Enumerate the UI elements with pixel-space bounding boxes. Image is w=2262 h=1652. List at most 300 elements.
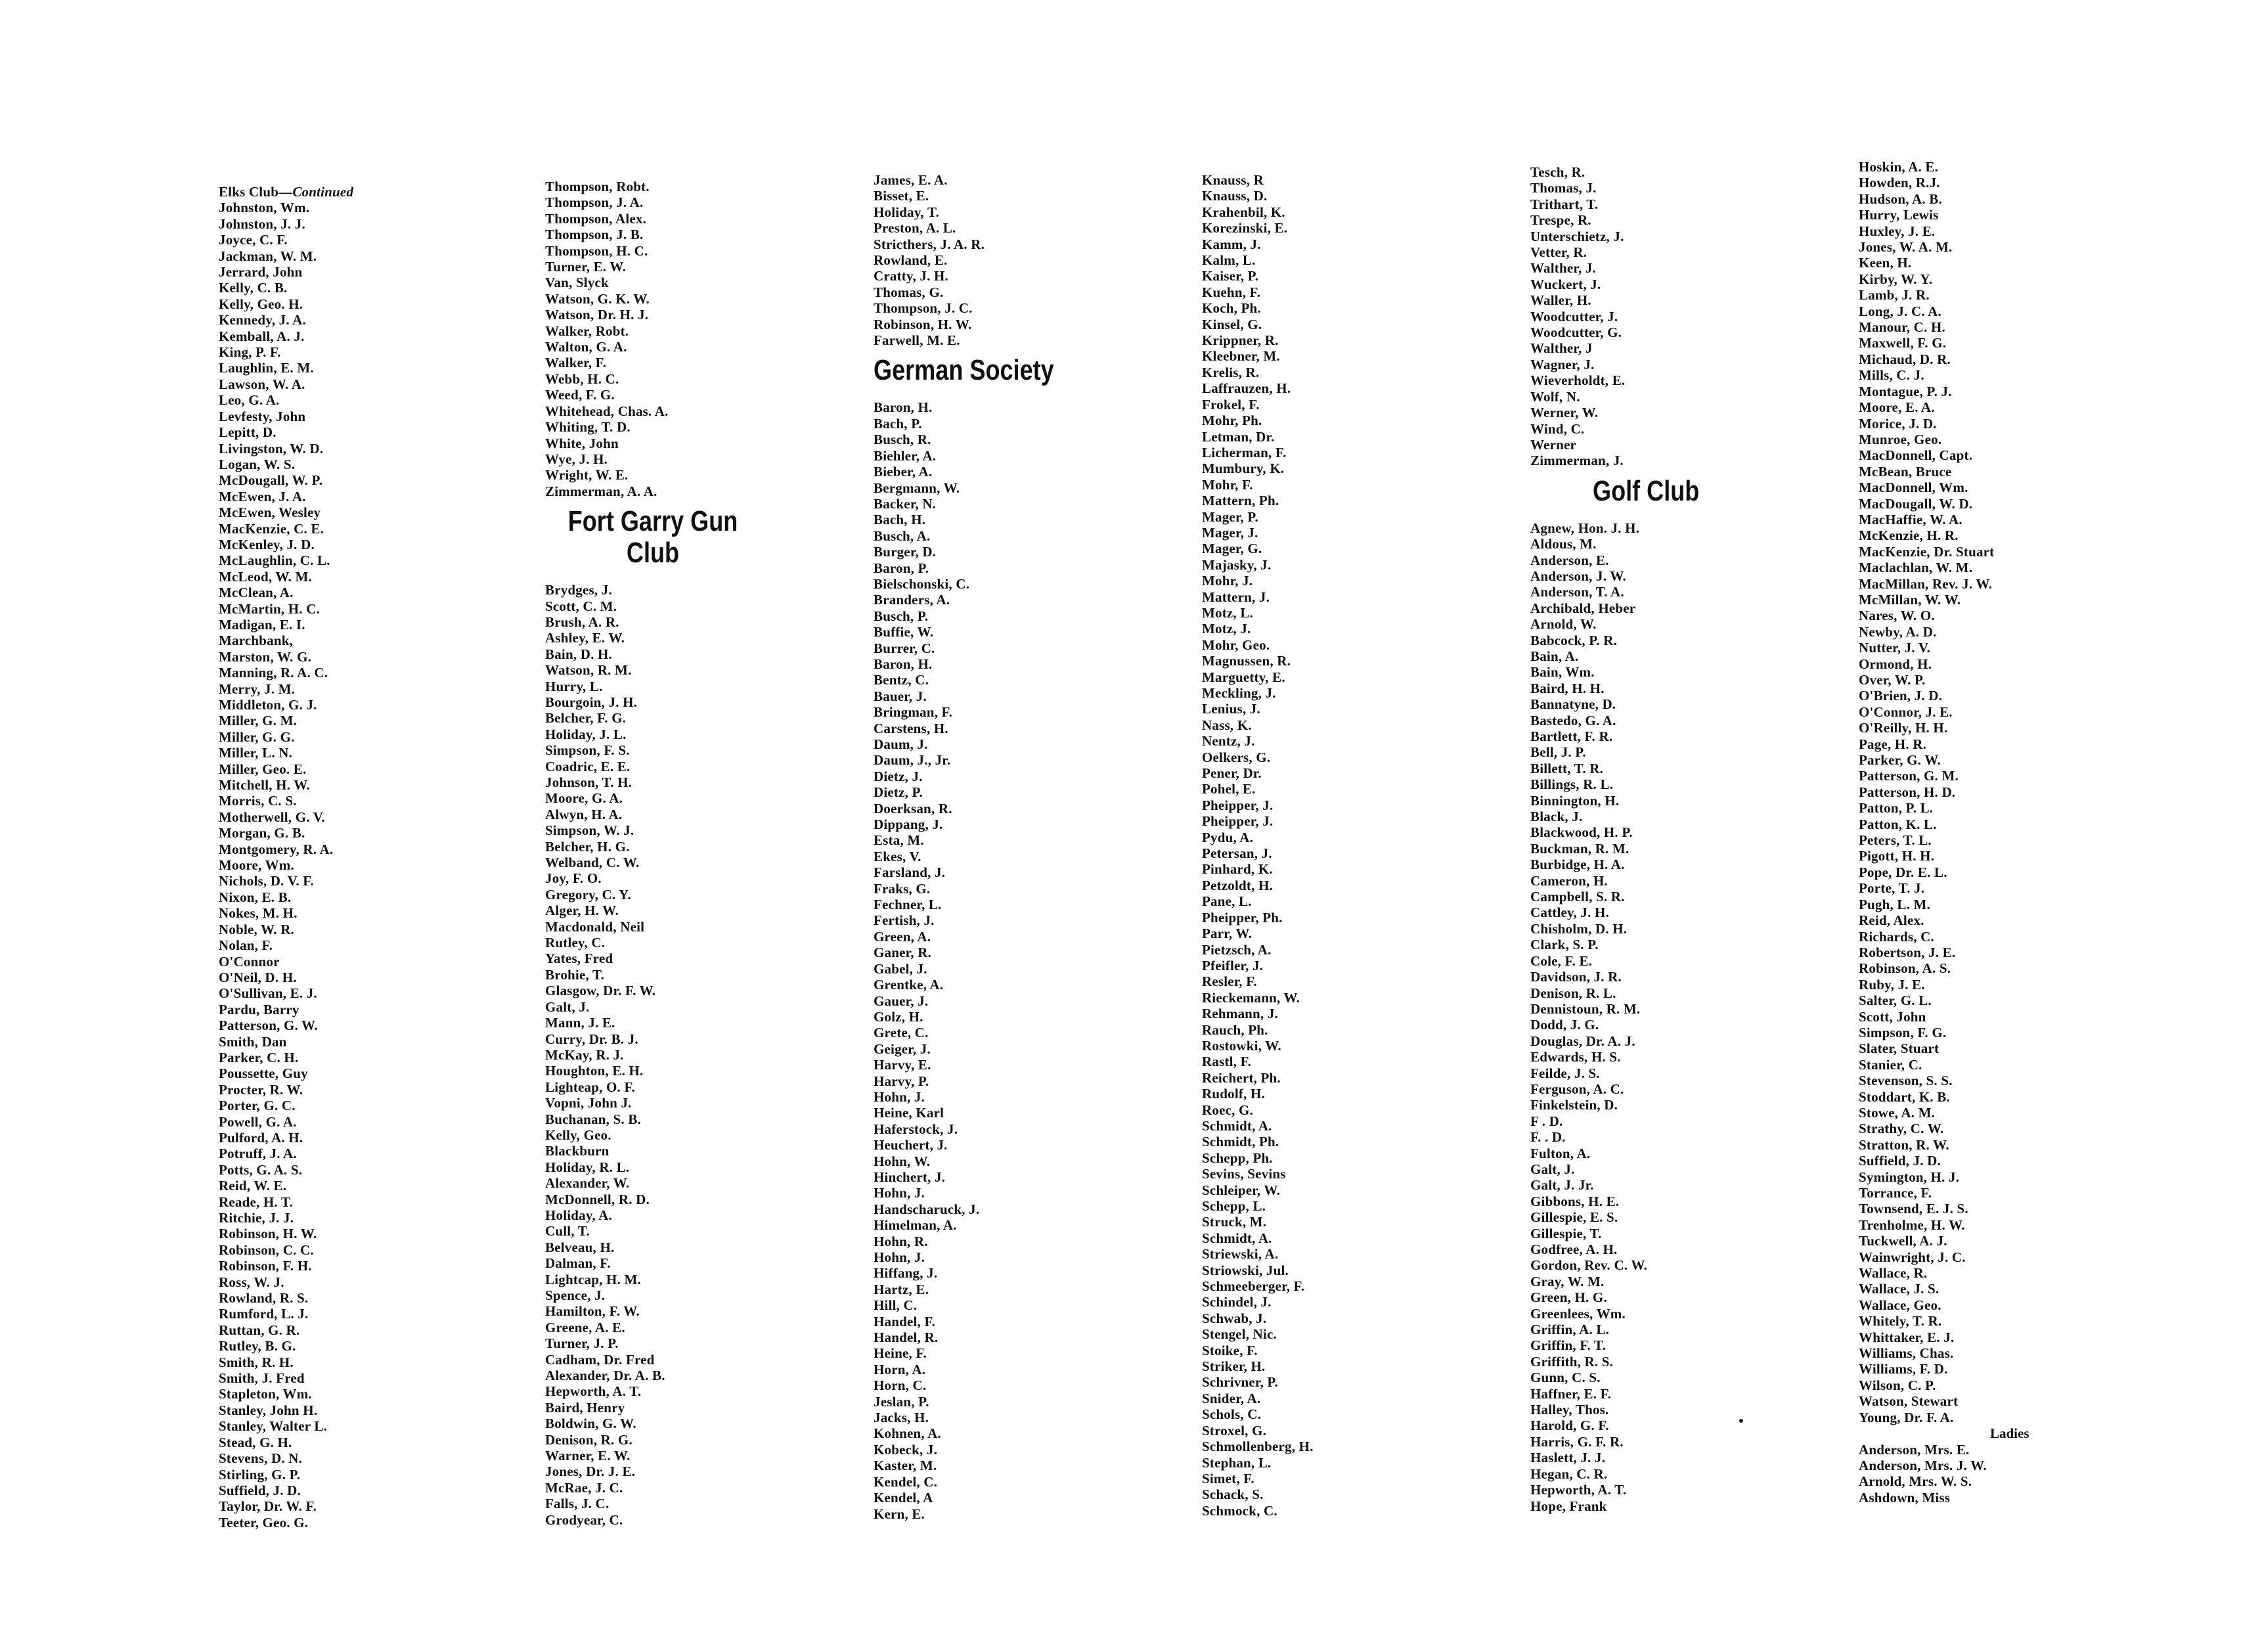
member-name: Kamm, J. xyxy=(1202,236,1261,252)
member-name: Busch, R. xyxy=(874,432,931,448)
member-name: Rieckemann, W. xyxy=(1202,989,1300,1006)
member-name: Douglas, Dr. A. J. xyxy=(1530,1033,1635,1049)
member-name: Buffie, W. xyxy=(874,624,934,640)
member-name: Joy, F. O. xyxy=(545,870,602,887)
member-name: Gregory, C. Y. xyxy=(545,886,631,903)
member-name: Blackwood, H. P. xyxy=(1530,824,1633,841)
member-name: Townsend, E. J. S. xyxy=(1859,1201,1968,1217)
member-name: Madigan, E. I. xyxy=(219,616,305,633)
member-name: Arnold, W. xyxy=(1530,616,1597,633)
member-name: Pigott, H. H. xyxy=(1859,848,1935,864)
member-name: Symington, H. J. xyxy=(1859,1169,1960,1185)
member-name: Leo, G. A. xyxy=(219,392,280,409)
member-name: Grentke, A. xyxy=(874,977,944,993)
member-name: Cole, F. E. xyxy=(1530,952,1593,969)
member-name: Rostowki, W. xyxy=(1202,1037,1281,1054)
member-name: Stead, G. H. xyxy=(219,1434,292,1450)
member-name: Mohr, J. xyxy=(1202,573,1253,589)
member-name: Stengel, Nic. xyxy=(1202,1326,1277,1343)
column-4 xyxy=(1202,172,1511,1519)
member-name: Lamb, J. R. xyxy=(1859,287,1930,303)
member-name: Bieber, A. xyxy=(874,464,933,480)
member-name: Stapleton, Wm. xyxy=(219,1386,312,1402)
member-name: Bannatyne, D. xyxy=(1530,696,1616,713)
member-name: Whitely, T. R. xyxy=(1859,1313,1942,1329)
column-1 xyxy=(219,184,527,1530)
member-name: Manning, R. A. C. xyxy=(219,665,328,681)
member-name: Thompson, Alex. xyxy=(545,210,647,227)
member-name: Marchbank, xyxy=(219,633,294,649)
member-name: Bell, J. P. xyxy=(1530,744,1586,761)
member-name: Wieverholdt, E. xyxy=(1530,372,1626,389)
member-name: Hepworth, A. T. xyxy=(1530,1482,1627,1498)
member-name: O'Connor, J. E. xyxy=(1859,703,1953,720)
member-name: Ashley, E. W. xyxy=(545,630,625,646)
member-name: Schmock, C. xyxy=(1202,1502,1277,1519)
member-name: Griffin, F. T. xyxy=(1530,1337,1607,1354)
member-name: Miller, Geo. E. xyxy=(219,761,307,777)
member-name: Anderson, E. xyxy=(1530,552,1609,568)
member-name: Simpson, F. S. xyxy=(545,742,630,759)
member-name: Licherman, F. xyxy=(1202,444,1287,460)
member-name: Rutley, C. xyxy=(545,935,606,951)
member-name: Kaiser, P. xyxy=(1202,268,1259,284)
member-name: Potts, G. A. S. xyxy=(219,1161,303,1178)
member-name: Miller, G. G. xyxy=(219,728,295,745)
member-name: Heuchert, J. xyxy=(874,1137,948,1153)
member-name: Parker, C. H. xyxy=(219,1049,299,1065)
member-name: Fertish, J. xyxy=(874,912,935,929)
member-name: MacDonnell, Wm. xyxy=(1859,480,1968,496)
member-name: Stanier, C. xyxy=(1859,1056,1922,1073)
member-name: Grete, C. xyxy=(874,1025,929,1041)
member-name: Harold, G. F. xyxy=(1530,1418,1609,1434)
member-name: Munroe, Geo. xyxy=(1859,431,1942,447)
member-name: Keen, H. xyxy=(1859,255,1912,271)
member-name: Handel, R. xyxy=(874,1329,939,1346)
member-name: Kennedy, J. A. xyxy=(219,312,306,328)
continued-club-name: Elks Club— xyxy=(219,184,293,200)
member-name: Watson, R. M. xyxy=(545,662,632,679)
member-name: Stratton, R. W. xyxy=(1859,1136,1949,1153)
member-name: Dodd, J. G. xyxy=(1530,1017,1599,1033)
member-name: Over, W. P. xyxy=(1859,672,1926,688)
member-name: Hepworth, A. T. xyxy=(545,1383,642,1400)
member-name: Hohn, J. xyxy=(874,1088,925,1105)
member-name: Green, H. G. xyxy=(1530,1289,1607,1306)
print-speck xyxy=(1739,1419,1743,1423)
member-name: Haslett, J. J. xyxy=(1530,1450,1606,1466)
member-name: Fulton, A. xyxy=(1530,1145,1591,1161)
member-name: Stroxel, G. xyxy=(1202,1422,1267,1439)
member-name: Coadric, E. E. xyxy=(545,758,631,774)
continued-header xyxy=(219,184,527,200)
member-name: Trespe, R. xyxy=(1530,212,1591,229)
member-name: Nentz, J. xyxy=(1202,733,1255,749)
member-name: Branders, A. xyxy=(874,592,950,608)
member-name: Horn, A. xyxy=(874,1361,926,1377)
member-name: Vopni, John J. xyxy=(545,1095,632,1111)
member-name: Kuehn, F. xyxy=(1202,284,1261,300)
member-name: McKenley, J. D. xyxy=(219,536,315,552)
member-name: Wuckert, J. xyxy=(1530,276,1601,292)
member-name: Bartlett, F. R. xyxy=(1530,728,1613,744)
member-name: Turner, E. W. xyxy=(545,259,627,275)
member-name: Ganer, R. xyxy=(874,945,931,961)
member-name: Schepp, Ph. xyxy=(1202,1150,1273,1166)
member-name: Pohel, E. xyxy=(1202,781,1256,797)
member-name: Hartz, E. xyxy=(874,1281,929,1297)
member-name: Procter, R. W. xyxy=(219,1081,303,1098)
member-name: Mattern, J. xyxy=(1202,589,1270,605)
member-name: Mager, J. xyxy=(1202,524,1258,541)
member-name: Hohn, J. xyxy=(874,1185,925,1201)
member-name: Pietzsch, A. xyxy=(1202,941,1272,958)
member-name: Curry, Dr. B. J. xyxy=(545,1031,638,1047)
member-name: Fraks, G. xyxy=(874,880,931,897)
column-3 xyxy=(874,172,1182,1522)
member-name: Fechner, L. xyxy=(874,897,942,913)
member-name: Carstens, H. xyxy=(874,720,948,736)
member-name: Galt, J. xyxy=(545,998,590,1015)
member-name: MacHaffie, W. A. xyxy=(1859,511,1963,527)
member-name: Watson, Dr. H. J. xyxy=(545,307,649,323)
member-name: Mohr, Ph. xyxy=(1202,413,1262,429)
member-name: Lawson, W. A. xyxy=(219,376,305,392)
member-name: Turner, J. P. xyxy=(545,1335,619,1352)
member-name: Dippang, J. xyxy=(874,816,943,833)
member-name: Wind, C. xyxy=(1530,420,1585,437)
member-name: Schindel, J. xyxy=(1202,1294,1272,1310)
member-name: Kendel, A xyxy=(874,1490,933,1506)
member-name: Porter, G. C. xyxy=(219,1098,296,1114)
member-name: Cattley, J. H. xyxy=(1530,904,1610,921)
member-name: Kalm, L. xyxy=(1202,252,1256,269)
member-name: Nutter, J. V. xyxy=(1859,640,1930,656)
member-name: Kelly, Geo. H. xyxy=(219,296,303,312)
member-name: Bach, H. xyxy=(874,512,926,528)
member-name: MacDonnell, Capt. xyxy=(1859,447,1973,464)
member-name: McClean, A. xyxy=(219,585,294,601)
member-name: Thompson, Robt. xyxy=(545,179,650,194)
member-name: Himelman, A. xyxy=(874,1217,957,1234)
member-name: Laffrauzen, H. xyxy=(1202,380,1291,397)
member-name: Ruttan, G. R. xyxy=(219,1322,300,1338)
member-name: Schleiper, W. xyxy=(1202,1182,1281,1198)
member-name: McMartin, H. C. xyxy=(219,600,321,617)
member-name: Cull, T. xyxy=(545,1223,590,1239)
member-name: Zimmerman, J. xyxy=(1530,453,1624,469)
member-name: Bergmann, W. xyxy=(874,480,960,496)
member-name: Pener, Dr. xyxy=(1202,765,1262,782)
member-name: Pulford, A. H. xyxy=(219,1129,303,1146)
member-name: Korezinski, E. xyxy=(1202,220,1288,236)
member-name: Anderson, Mrs. J. W. xyxy=(1859,1457,1987,1473)
member-name: Richards, C. xyxy=(1859,928,1934,945)
member-name: Pinhard, K. xyxy=(1202,861,1273,878)
member-name: Holiday, T. xyxy=(874,204,940,220)
member-name: Merry, J. M. xyxy=(219,681,296,697)
section-heading xyxy=(1593,476,1795,507)
member-name: Kelly, C. B. xyxy=(219,280,288,296)
member-name: Walther, J xyxy=(1530,340,1593,357)
member-name: Sevins, Sevins xyxy=(1202,1166,1286,1182)
member-name: Bauer, J. xyxy=(874,688,927,704)
member-name: Oelkers, G. xyxy=(1202,749,1271,765)
member-name: Schmollenberg, H. xyxy=(1202,1439,1314,1455)
member-name: Biehler, A. xyxy=(874,447,937,464)
member-name: Bach, P. xyxy=(874,415,922,432)
member-name: Edwards, H. S. xyxy=(1530,1049,1621,1065)
member-name: White, John xyxy=(545,435,619,451)
member-name: Golz, H. xyxy=(874,1008,923,1025)
member-name: Nolan, F. xyxy=(219,937,273,954)
member-name: Whiting, T. D. xyxy=(545,419,631,435)
member-name: Smith, R. H. xyxy=(219,1354,294,1370)
member-name: Parr, W. xyxy=(1202,926,1253,942)
member-name: Robinson, C. C. xyxy=(219,1241,314,1258)
member-name: Manour, C. H. xyxy=(1859,319,1945,336)
member-name: McLeod, W. M. xyxy=(219,568,313,585)
member-name: McRae, J. C. xyxy=(545,1479,623,1496)
section-subheading: Ladies xyxy=(1990,1425,2029,1442)
member-name: Welband, C. W. xyxy=(545,855,640,871)
member-name: Montague, P. J. xyxy=(1859,383,1952,399)
member-name: Glasgow, Dr. F. W. xyxy=(545,983,656,999)
member-name: Dietz, P. xyxy=(874,784,923,801)
member-name: Motz, L. xyxy=(1202,604,1253,621)
member-name: Bringman, F. xyxy=(874,704,953,721)
member-name: Bain, Wm. xyxy=(1530,664,1595,681)
member-name: Cadham, Dr. Fred xyxy=(545,1351,655,1368)
member-name: Morris, C. S. xyxy=(219,793,297,809)
member-name: Baird, Henry xyxy=(545,1399,625,1416)
member-name: MacMillan, Rev. J. W. xyxy=(1859,575,1993,592)
member-name: Dietz, J. xyxy=(874,768,923,784)
member-name: Handscharuck, J. xyxy=(874,1201,980,1217)
member-name: Alexander, W. xyxy=(545,1175,630,1192)
member-name: Taylor, Dr. W. F. xyxy=(219,1498,317,1515)
member-name: Ormond, H. xyxy=(1859,656,1932,672)
member-name: Rowland, E. xyxy=(874,252,948,269)
member-name: Holiday, R. L. xyxy=(545,1159,630,1175)
member-name: Krelis, R. xyxy=(1202,364,1260,380)
member-name: Bain, A. xyxy=(1530,648,1579,664)
member-name: Whittaker, E. J. xyxy=(1859,1329,1955,1345)
member-name: Hegan, C. R. xyxy=(1530,1465,1608,1482)
member-name: Pheipper, J. xyxy=(1202,797,1274,813)
member-name: Wilson, C. P. xyxy=(1859,1377,1936,1393)
member-name: Simpson, W. J. xyxy=(545,822,634,839)
member-name: Suffield, J. D. xyxy=(219,1482,301,1498)
member-name: Resler, F. xyxy=(1202,973,1257,990)
member-name: Struck, M. xyxy=(1202,1214,1267,1230)
member-name: Stephan, L. xyxy=(1202,1454,1272,1471)
member-name: Denison, R. L. xyxy=(1530,985,1616,1001)
member-name: Hoskin, A. E. xyxy=(1859,159,1939,175)
member-name: Trithart, T. xyxy=(1530,196,1599,212)
member-name: Lepitt, D. xyxy=(219,424,277,441)
member-name: Patterson, G. W. xyxy=(219,1017,318,1034)
member-name: Kinsel, G. xyxy=(1202,316,1262,332)
member-name: Nichols, D. V. F. xyxy=(219,873,314,889)
member-name: Marguetty, E. xyxy=(1202,669,1285,685)
member-name: Belcher, H. G. xyxy=(545,838,630,855)
member-name: Schepp, L. xyxy=(1202,1198,1266,1214)
member-name: Mohr, Geo. xyxy=(1202,636,1270,653)
member-name: Holiday, A. xyxy=(545,1207,612,1223)
member-name: Howden, R.J. xyxy=(1859,175,1940,191)
member-name: Kleebner, M. xyxy=(1202,348,1280,365)
member-name: Stevens, D. N. xyxy=(219,1450,303,1467)
member-name: Rastl, F. xyxy=(1202,1054,1252,1070)
member-name: Patterson, H. D. xyxy=(1859,784,1956,800)
member-name: Schack, S. xyxy=(1202,1486,1264,1503)
member-name: Robinson, H. W. xyxy=(219,1226,317,1242)
member-name: Stanley, Walter L. xyxy=(219,1418,328,1435)
member-name: Babcock, P. R. xyxy=(1530,632,1618,648)
member-name: Hurry, Lewis xyxy=(1859,207,1939,223)
member-name: Pugh, L. M. xyxy=(1859,896,1930,912)
member-name: Gauer, J. xyxy=(874,993,929,1009)
member-name: McBean, Bruce xyxy=(1859,463,1952,480)
member-name: Preston, A. L. xyxy=(874,220,956,236)
member-name: Alexander, Dr. A. B. xyxy=(545,1368,665,1384)
member-name: Jerrard, John xyxy=(219,264,303,280)
member-name: Baird, H. H. xyxy=(1530,680,1605,696)
member-name: Rehmann, J. xyxy=(1202,1006,1278,1022)
member-name: Mattern, Ph. xyxy=(1202,493,1279,509)
member-name: Striowski, Jul. xyxy=(1202,1262,1289,1278)
member-name: Mohr, F. xyxy=(1202,476,1253,493)
member-name: Hope, Frank xyxy=(1530,1498,1607,1514)
member-name: Harris, G. F. R. xyxy=(1530,1433,1624,1450)
member-name: Hudson, A. B. xyxy=(1859,190,1942,207)
member-name: Harvy, P. xyxy=(874,1073,929,1089)
member-name: Reid, Alex. xyxy=(1859,912,1924,929)
member-name: Bentz, C. xyxy=(874,672,929,688)
member-name: Moore, E. A. xyxy=(1859,399,1935,416)
member-name: Anderson, Mrs. E. xyxy=(1859,1441,1970,1458)
member-name: Holiday, J. L. xyxy=(545,726,627,742)
member-name: Jacks, H. xyxy=(874,1410,929,1426)
member-name: Meckling, J. xyxy=(1202,685,1276,701)
member-name: Harvy, E. xyxy=(874,1057,931,1073)
member-name: Jeslan, P. xyxy=(874,1393,929,1410)
member-name: Alger, H. W. xyxy=(545,903,619,919)
member-name: Smith, Dan xyxy=(219,1033,287,1050)
member-name: Livingston, W. D. xyxy=(219,440,324,457)
member-name: Lighteap, O. F. xyxy=(545,1079,635,1095)
member-name: Morice, J. D. xyxy=(1859,415,1937,432)
member-name: Newby, A. D. xyxy=(1859,623,1937,640)
member-name: Montgomery, R. A. xyxy=(219,841,334,857)
member-name: Simpson, F. G. xyxy=(1859,1024,1947,1040)
member-name: Motherwell, G. V. xyxy=(219,809,325,825)
member-name: Magnussen, R. xyxy=(1202,653,1291,669)
member-name: Rudolf, H. xyxy=(1202,1086,1265,1102)
member-name: Geiger, J. xyxy=(874,1040,931,1057)
member-name: Simet, F. xyxy=(1202,1470,1254,1486)
member-name: Williams, Chas. xyxy=(1859,1345,1954,1362)
member-name: McKenzie, H. R. xyxy=(1859,527,1959,544)
member-name: Doerksan, R. xyxy=(874,800,952,816)
member-name: Watson, Stewart xyxy=(1859,1393,1959,1410)
member-name: Gray, W. M. xyxy=(1530,1273,1605,1289)
member-name: Campbell, S. R. xyxy=(1530,889,1625,905)
member-name: Thompson, J. C. xyxy=(874,300,973,317)
member-name: Patterson, G. M. xyxy=(1859,768,1959,784)
member-name: Scott, C. M. xyxy=(545,598,617,614)
member-name: Walton, G. A. xyxy=(545,339,627,355)
member-name: Werner xyxy=(1530,436,1577,453)
member-name: F. . D. xyxy=(1530,1129,1566,1146)
member-name: Kemball, A. J. xyxy=(219,328,305,344)
member-name: Kelly, Geo. xyxy=(545,1127,611,1143)
member-name: Farsland, J. xyxy=(874,864,946,881)
member-name: Robinson, H. W. xyxy=(874,316,972,332)
member-name: MacKenzie, C. E. xyxy=(219,520,324,537)
member-name: Porte, T. J. xyxy=(1859,880,1925,897)
member-name: Logan, W. S. xyxy=(219,456,296,472)
member-name: Schmidt, Ph. xyxy=(1202,1134,1279,1150)
member-name: Feilde, J. S. xyxy=(1530,1065,1600,1081)
member-name: Marston, W. G. xyxy=(219,648,312,665)
member-name: Busch, A. xyxy=(874,527,931,544)
member-name: Knauss, R xyxy=(1202,172,1264,188)
member-name: Vetter, R. xyxy=(1530,244,1587,261)
member-name: Nokes, M. H. xyxy=(219,905,298,922)
member-name: Rutley, B. G. xyxy=(219,1338,296,1354)
member-name: Walther, J. xyxy=(1530,260,1597,277)
member-name: Dalman, F. xyxy=(545,1255,611,1272)
member-name: Levfesty, John xyxy=(219,408,306,424)
member-name: Haferstock, J. xyxy=(874,1121,958,1137)
member-name: Heine, Karl xyxy=(874,1105,944,1121)
member-name: Reichert, Ph. xyxy=(1202,1069,1281,1086)
member-name: Slater, Stuart xyxy=(1859,1040,1940,1057)
member-name: Greene, A. E. xyxy=(545,1319,625,1335)
member-name: Bisset, E. xyxy=(874,188,929,204)
member-name: Hurry, L. xyxy=(545,678,603,694)
member-name: O'Connor xyxy=(219,953,280,970)
member-name: Mitchell, H. W. xyxy=(219,777,310,793)
member-name: Weed, F. G. xyxy=(545,387,615,403)
member-name: Belveau, H. xyxy=(545,1239,615,1255)
member-name: Snider, A. xyxy=(1202,1390,1261,1406)
member-name: Tuckwell, A. J. xyxy=(1859,1233,1947,1249)
member-name: Salter, G. L. xyxy=(1859,993,1932,1009)
member-name: Thompson, J. A. xyxy=(545,194,644,211)
member-name: Denison, R. G. xyxy=(545,1431,632,1448)
member-name: Johnson, T. H. xyxy=(545,774,632,790)
member-name: Bourgoin, J. H. xyxy=(545,694,638,710)
member-name: Noble, W. R. xyxy=(219,921,295,937)
member-name: Griffith, R. S. xyxy=(1530,1353,1614,1370)
member-name: Pheipper, J. xyxy=(1202,813,1274,830)
member-name: Joyce, C. F. xyxy=(219,232,288,248)
member-name: Striewski, A. xyxy=(1202,1246,1279,1262)
member-name: Heine, F. xyxy=(874,1345,927,1362)
member-name: Pheipper, Ph. xyxy=(1202,909,1283,926)
member-name: Powell, G. A. xyxy=(219,1113,297,1130)
member-name: Wright, W. E. xyxy=(545,467,629,483)
member-name: Gibbons, H. E. xyxy=(1530,1193,1620,1209)
member-name: Billett, T. R. xyxy=(1530,760,1604,776)
member-name: Parker, G. W. xyxy=(1859,752,1941,769)
member-name: Robertson, J. E. xyxy=(1859,944,1956,960)
member-name: Poussette, Guy xyxy=(219,1065,308,1082)
